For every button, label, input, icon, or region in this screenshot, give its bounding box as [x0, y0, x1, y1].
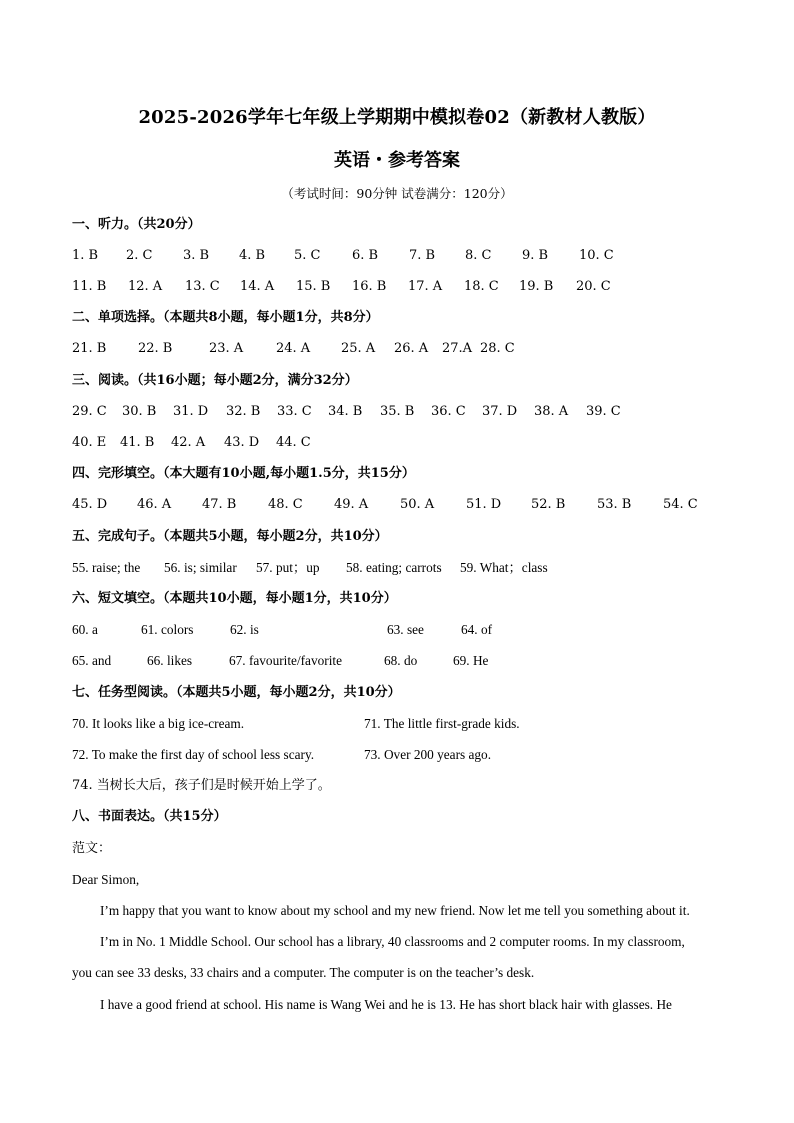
answer-item: 71. The little first-grade kids.: [364, 716, 520, 731]
answer-item: 26. A: [394, 341, 429, 356]
answer-item: 70. It looks like a big ice-cream.: [72, 716, 245, 731]
answer-item: 2. C: [126, 248, 153, 263]
answer-item: 61. colors: [141, 622, 194, 637]
answer-item: 3. B: [183, 248, 210, 263]
model-essay-label: 范文：: [72, 841, 112, 856]
answer-item: 64. of: [461, 622, 493, 637]
answer-item: 40. E: [72, 435, 107, 450]
answer-item: 12. A: [128, 279, 163, 294]
answer-item: 14. A: [240, 279, 275, 294]
answer-item: 62. is: [230, 622, 259, 637]
answer-item: 44. C: [276, 435, 311, 450]
section-heading-task-reading: 七、任务型阅读。（本题共5小题，每小题2分，共10分）: [72, 685, 401, 700]
answer-item: 33. C: [277, 404, 312, 419]
answer-item: 24. A: [276, 341, 311, 356]
answer-item: 5. C: [294, 248, 321, 263]
answer-item: 11. B: [72, 279, 107, 294]
answer-item: 65. and: [72, 653, 112, 668]
answer-item: 8. C: [465, 248, 492, 263]
answer-item: 54. C: [663, 497, 698, 512]
answer-item: 73. Over 200 years ago.: [364, 747, 492, 762]
answer-item: 6. B: [352, 248, 379, 263]
document-title: 2025-2026学年七年级上学期期中模拟卷02（新教材人教版）: [138, 107, 656, 128]
answer-item: 42. A: [171, 435, 206, 450]
exam-info: （考试时间：90分钟 试卷满分：120分）: [281, 186, 513, 201]
answer-item: 32. B: [226, 404, 261, 419]
answer-item: 34. B: [328, 404, 363, 419]
answer-item: 23. A: [209, 341, 244, 356]
section-heading-writing: 八、书面表达。（共15分）: [72, 809, 227, 824]
answer-item: 16. B: [352, 279, 387, 294]
section-heading-passage-fill: 六、短文填空。（本题共10小题，每小题1分，共10分）: [72, 591, 397, 606]
essay-paragraph-2-cont: you can see 33 desks, 33 chairs and a computer. The computer is on the teacher’s desk.: [72, 965, 535, 980]
answer-item: 7. B: [409, 248, 436, 263]
answer-item: 55. raise; the: [72, 560, 141, 575]
answer-item: 39. C: [586, 404, 621, 419]
answer-item: 50. A: [400, 497, 435, 512]
answer-item: 49. A: [334, 497, 369, 512]
answer-item: 20. C: [576, 279, 611, 294]
answer-item: 60. a: [72, 622, 98, 637]
answer-item: 25. A: [341, 341, 376, 356]
section-heading-reading: 三、阅读。（共16小题；每小题2分，满分32分）: [72, 373, 358, 388]
answer-item: 63. see: [387, 622, 424, 637]
essay-paragraph-2: I’m in No. 1 Middle School. Our school has a library, 40 classrooms and 2 computer rooms. In my classroom,: [100, 934, 685, 949]
answer-item: 19. B: [519, 279, 554, 294]
answer-item: 18. C: [464, 279, 499, 294]
answer-item: 17. A: [408, 279, 443, 294]
answer-item: 68. do: [384, 653, 418, 668]
answer-item: 10. C: [579, 248, 614, 263]
answer-item: 59. What；class: [460, 560, 548, 575]
section-heading-cloze: 四、完形填空。（本大题有10小题,每小题1.5分，共15分）: [72, 466, 415, 481]
answer-item-74: 74. 当树长大后，孩子们是时候开始上学了。: [72, 778, 331, 793]
answer-item: 43. D: [224, 435, 260, 450]
answer-item: 56. is; similar: [164, 560, 237, 575]
answer-item: 57. put；up: [256, 560, 320, 575]
essay-paragraph-3: I have a good friend at school. His name is Wang Wei and he is 13. He has short black hair with glasses. He: [100, 997, 672, 1012]
answer-item: 4. B: [239, 248, 266, 263]
answer-item: 21. B: [72, 341, 107, 356]
answer-item: 22. B: [138, 341, 173, 356]
answer-item: 15. B: [296, 279, 331, 294]
answer-item: 9. B: [522, 248, 549, 263]
answer-item: 58. eating; carrots: [346, 560, 442, 575]
section-heading-listening: 一、听力。（共20分）: [72, 217, 201, 232]
answer-item: 53. B: [597, 497, 632, 512]
answer-item: 37. D: [482, 404, 518, 419]
answer-item: 29. C: [72, 404, 107, 419]
document-subtitle: 英语・参考答案: [334, 150, 460, 171]
answer-item: 51. D: [466, 497, 502, 512]
answer-item: 36. C: [431, 404, 466, 419]
essay-greeting: Dear Simon,: [72, 872, 140, 887]
answer-item: 47. B: [202, 497, 237, 512]
answer-item: 38. A: [534, 404, 569, 419]
answer-item: 30. B: [122, 404, 157, 419]
answer-item: 45. D: [72, 497, 108, 512]
answer-item: 46. A: [137, 497, 172, 512]
answer-item: 48. C: [268, 497, 303, 512]
section-heading-complete-sentences: 五、完成句子。（本题共5小题，每小题2分，共10分）: [72, 529, 388, 544]
answer-item: 1. B: [72, 248, 99, 263]
answer-item: 69. He: [453, 653, 489, 668]
answer-item: 27.A: [442, 341, 473, 356]
answer-item: 28. C: [480, 341, 515, 356]
answer-item: 52. B: [531, 497, 566, 512]
answer-item: 31. D: [173, 404, 209, 419]
answer-item: 66. likes: [147, 653, 193, 668]
answer-item: 13. C: [185, 279, 220, 294]
answer-item: 67. favourite/favorite: [229, 653, 342, 668]
answer-item: 41. B: [120, 435, 155, 450]
essay-paragraph-1: I’m happy that you want to know about my school and my new friend. Now let me tell you something about it.: [100, 903, 690, 918]
answer-item: 72. To make the first day of school less scary.: [72, 747, 315, 762]
answer-item: 35. B: [380, 404, 415, 419]
section-heading-single-choice: 二、单项选择。（本题共8小题，每小题1分，共8分）: [72, 310, 379, 325]
